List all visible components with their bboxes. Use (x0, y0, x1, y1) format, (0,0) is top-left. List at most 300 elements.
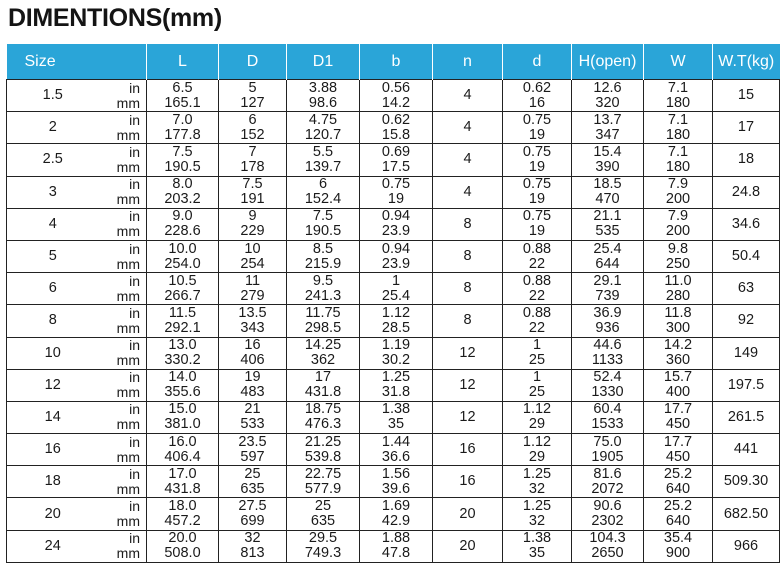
unit-cell (99, 80, 147, 112)
value-d1-in: 22.75 (304, 465, 342, 482)
value-d-small-in: 0.62 (522, 79, 552, 96)
value-d-small-in: 1 (532, 369, 542, 386)
size-cell: 3 (7, 176, 99, 208)
value-n-cell: 12 (433, 369, 503, 401)
value-d-in: 7.5 (242, 176, 263, 193)
size-cell: 5 (7, 240, 99, 272)
value-d-in: 7 (248, 143, 257, 160)
value-h-open-in: 12.6 (593, 79, 622, 96)
value-l-mm: 177.8 (164, 126, 201, 143)
value-b-in: 1.56 (381, 465, 411, 482)
value-l-cell (147, 144, 219, 176)
value-w-cell (644, 176, 713, 208)
value-d-small-mm: 19 (528, 223, 546, 240)
size-cell: 2.5 (7, 144, 99, 176)
size-cell: 24 (7, 530, 99, 562)
value-b-cell (360, 369, 433, 401)
size-cell: 1.5 (7, 80, 99, 112)
value-d1-mm: 539.8 (304, 448, 342, 465)
value-h-open-cell (572, 369, 644, 401)
unit-label-mm: mm (116, 319, 140, 336)
table-row (7, 466, 780, 498)
size-cell: 14 (7, 401, 99, 433)
value-l-in: 16.0 (168, 433, 197, 450)
value-d-small-cell (503, 144, 572, 176)
column-header-d1: D1 (287, 44, 360, 80)
size-cell: 4 (7, 208, 99, 240)
value-d1-cell (287, 144, 360, 176)
value-b-in: 0.94 (381, 240, 411, 257)
value-wt-cell: 17 (713, 112, 780, 144)
unit-label-mm: mm (116, 94, 140, 111)
value-b-mm: 25.4 (381, 287, 411, 304)
value-b-mm: 30.2 (381, 352, 411, 369)
unit-label-mm: mm (116, 223, 140, 240)
value-w-in: 25.2 (663, 465, 693, 482)
unit-cell (99, 530, 147, 562)
value-d-small-cell (503, 498, 572, 530)
value-w-in: 17.7 (663, 401, 693, 418)
value-d1-mm: 139.7 (304, 158, 342, 175)
value-d1-mm: 577.9 (304, 480, 342, 497)
page-title: DIMENTIONS(mm) (8, 4, 222, 32)
table-row (7, 369, 780, 401)
value-n-cell: 8 (433, 208, 503, 240)
value-l-cell (147, 305, 219, 337)
value-d1-mm: 241.3 (304, 287, 342, 304)
value-w-cell (644, 240, 713, 272)
value-d-small-cell (503, 305, 572, 337)
unit-label-mm: mm (116, 255, 140, 272)
value-w-cell (644, 208, 713, 240)
value-l-in: 15.0 (168, 401, 197, 418)
unit-cell (99, 337, 147, 369)
value-w-mm: 450 (665, 448, 691, 465)
value-d-small-mm: 22 (528, 319, 546, 336)
value-l-cell (147, 273, 219, 305)
value-b-cell (360, 530, 433, 562)
value-b-mm: 19 (387, 191, 405, 208)
value-h-open-mm: 1133 (591, 352, 624, 369)
value-d-cell (219, 208, 287, 240)
value-wt-cell: 50.4 (713, 240, 780, 272)
value-l-mm: 457.2 (164, 513, 201, 530)
value-d1-mm: 635 (310, 513, 336, 530)
value-d-small-cell (503, 337, 572, 369)
value-b-mm: 31.8 (381, 384, 411, 401)
table-row (7, 530, 780, 562)
value-b-cell (360, 80, 433, 112)
unit-label-mm: mm (116, 416, 140, 433)
value-d-mm: 254 (240, 255, 265, 272)
value-d1-in: 21.25 (304, 433, 342, 450)
value-l-mm: 165.1 (164, 94, 201, 111)
value-w-in: 11.0 (664, 272, 692, 289)
value-b-cell (360, 305, 433, 337)
value-d-cell (219, 240, 287, 272)
value-d1-cell (287, 530, 360, 562)
unit-label-mm: mm (116, 352, 140, 369)
value-h-open-in: 52.4 (593, 369, 622, 386)
value-l-in: 9.0 (172, 208, 193, 225)
unit-label-mm: mm (116, 448, 140, 465)
unit-label-in: in (129, 433, 140, 450)
value-h-open-cell (572, 530, 644, 562)
unit-cell (99, 401, 147, 433)
value-d-small-in: 0.75 (522, 143, 552, 160)
table-row (7, 401, 780, 433)
value-h-open-in: 60.4 (593, 401, 622, 418)
value-h-open-cell (572, 80, 644, 112)
unit-label-in: in (129, 240, 140, 257)
value-d1-in: 4.75 (308, 111, 338, 128)
size-cell: 2 (7, 112, 99, 144)
value-d-cell (219, 144, 287, 176)
value-l-cell (147, 369, 219, 401)
value-d1-mm: 152.4 (304, 191, 342, 208)
value-h-open-mm: 2072 (591, 480, 624, 497)
size-cell: 20 (7, 498, 99, 530)
value-w-mm: 280 (665, 287, 691, 304)
value-b-mm: 47.8 (381, 545, 411, 562)
value-n-cell: 8 (433, 305, 503, 337)
value-l-mm: 330.2 (164, 352, 201, 369)
value-n-cell: 16 (433, 466, 503, 498)
value-w-mm: 200 (665, 223, 691, 240)
value-h-open-cell (572, 208, 644, 240)
value-l-in: 10.0 (168, 240, 197, 257)
value-l-cell (147, 498, 219, 530)
unit-label-in: in (129, 111, 140, 128)
value-d-small-cell (503, 466, 572, 498)
value-d-mm: 635 (240, 480, 265, 497)
value-d-in: 6 (248, 111, 257, 128)
value-d-small-in: 0.75 (522, 176, 552, 193)
value-d-in: 16 (244, 337, 261, 354)
value-d1-in: 29.5 (308, 530, 338, 547)
value-d-in: 23.5 (238, 433, 267, 450)
value-w-cell (644, 273, 713, 305)
value-l-cell (147, 434, 219, 466)
table-row (7, 273, 780, 305)
value-w-in: 7.9 (667, 176, 689, 193)
unit-label-in: in (129, 143, 140, 160)
value-d-small-in: 0.75 (522, 111, 552, 128)
value-w-mm: 360 (665, 352, 691, 369)
column-header-l: L (147, 44, 219, 80)
value-w-cell (644, 144, 713, 176)
value-l-cell (147, 337, 219, 369)
value-h-open-cell (572, 498, 644, 530)
value-d-small-in: 1.12 (522, 433, 552, 450)
value-n-cell: 4 (433, 80, 503, 112)
value-d1-cell (287, 498, 360, 530)
value-h-open-mm: 390 (595, 158, 620, 175)
size-cell: 6 (7, 273, 99, 305)
value-l-mm: 292.1 (164, 319, 201, 336)
value-d1-in: 18.75 (304, 401, 342, 418)
value-w-in: 17.7 (663, 433, 693, 450)
value-d-cell (219, 112, 287, 144)
value-h-open-in: 75.0 (593, 433, 622, 450)
value-d-small-mm: 29 (528, 448, 546, 465)
value-d-mm: 152 (240, 126, 265, 143)
unit-label-in: in (129, 498, 140, 515)
value-d-small-mm: 29 (528, 416, 546, 433)
value-h-open-in: 90.6 (593, 498, 622, 515)
value-n-cell: 4 (433, 112, 503, 144)
value-d-in: 25 (244, 465, 261, 482)
value-b-mm: 23.9 (381, 255, 411, 272)
unit-label-mm: mm (116, 158, 140, 175)
value-d-small-mm: 22 (528, 287, 546, 304)
value-h-open-cell (572, 240, 644, 272)
value-d1-cell (287, 273, 360, 305)
value-d-small-mm: 16 (528, 94, 546, 111)
table-row (7, 305, 780, 337)
value-l-cell (147, 176, 219, 208)
unit-label-in: in (129, 208, 140, 225)
value-d-in: 9 (248, 208, 257, 225)
value-l-in: 7.0 (172, 111, 193, 128)
value-d-mm: 533 (240, 416, 265, 433)
value-b-in: 0.62 (381, 111, 411, 128)
value-l-in: 11.5 (168, 304, 197, 321)
unit-cell (99, 434, 147, 466)
size-cell: 8 (7, 305, 99, 337)
dimensions-table (6, 44, 780, 563)
value-d-small-mm: 22 (528, 255, 546, 272)
value-d-small-cell (503, 80, 572, 112)
value-d-small-cell (503, 240, 572, 272)
value-l-in: 13.0 (168, 337, 197, 354)
value-d1-mm: 98.6 (308, 94, 338, 111)
value-n-cell: 12 (433, 401, 503, 433)
value-wt-cell: 261.5 (713, 401, 780, 433)
value-n-cell: 4 (433, 176, 503, 208)
value-d-mm: 178 (240, 158, 265, 175)
value-d-small-in: 1.25 (522, 498, 552, 515)
value-l-in: 20.0 (168, 530, 197, 547)
value-d-small-mm: 19 (528, 158, 546, 175)
value-h-open-mm: 739 (595, 287, 620, 304)
value-h-open-mm: 936 (595, 319, 620, 336)
value-l-mm: 406.4 (164, 448, 201, 465)
value-d-small-cell (503, 176, 572, 208)
size-cell: 16 (7, 434, 99, 466)
value-h-open-mm: 2302 (591, 513, 624, 530)
value-d1-mm: 476.3 (304, 416, 342, 433)
table-row (7, 80, 780, 112)
value-wt-cell: 34.6 (713, 208, 780, 240)
value-d-small-in: 0.75 (522, 208, 552, 225)
value-w-in: 25.2 (663, 498, 693, 515)
value-b-cell (360, 337, 433, 369)
value-b-mm: 23.9 (381, 223, 411, 240)
value-b-in: 0.75 (381, 176, 411, 193)
value-w-mm: 400 (665, 384, 691, 401)
unit-cell (99, 498, 147, 530)
value-d-cell (219, 337, 287, 369)
value-l-mm: 431.8 (164, 480, 201, 497)
table-row (7, 434, 780, 466)
value-w-cell (644, 112, 713, 144)
unit-cell (99, 240, 147, 272)
value-d-in: 13.5 (238, 304, 267, 321)
value-w-in: 7.9 (667, 208, 689, 225)
value-d-mm: 597 (240, 448, 265, 465)
table-row (7, 208, 780, 240)
value-d-mm: 127 (240, 94, 265, 111)
value-w-cell (644, 305, 713, 337)
value-b-cell (360, 112, 433, 144)
value-b-mm: 28.5 (381, 319, 411, 336)
value-wt-cell: 441 (713, 434, 780, 466)
column-header-size: Size (7, 44, 147, 80)
value-b-in: 1.88 (381, 530, 411, 547)
value-h-open-cell (572, 144, 644, 176)
column-header-wt: W.T(kg) (713, 44, 780, 80)
value-d-small-in: 1.12 (522, 401, 552, 418)
value-d-small-in: 0.88 (522, 304, 552, 321)
value-d-small-in: 1.25 (522, 465, 552, 482)
value-h-open-cell (572, 305, 644, 337)
value-d-small-cell (503, 208, 572, 240)
value-d-cell (219, 466, 287, 498)
value-d1-in: 7.5 (312, 208, 334, 225)
value-d-cell (219, 369, 287, 401)
value-d-cell (219, 434, 287, 466)
value-d-cell (219, 530, 287, 562)
value-b-in: 1.38 (381, 401, 411, 418)
value-l-mm: 355.6 (164, 384, 201, 401)
value-d1-in: 5.5 (312, 143, 334, 160)
value-d-small-cell (503, 401, 572, 433)
value-d-small-cell (503, 369, 572, 401)
value-d-small-in: 1.38 (522, 530, 552, 547)
column-header-d-small: d (503, 44, 572, 80)
value-b-cell (360, 466, 433, 498)
value-l-mm: 190.5 (164, 158, 201, 175)
unit-label-mm: mm (116, 191, 140, 208)
column-header-w: W (644, 44, 713, 80)
column-header-d: D (219, 44, 287, 80)
value-d-in: 10 (244, 240, 261, 257)
value-b-in: 1.25 (381, 369, 411, 386)
value-l-cell (147, 401, 219, 433)
value-d1-in: 6 (318, 176, 328, 193)
value-d-small-mm: 32 (528, 480, 546, 497)
table-row (7, 337, 780, 369)
value-h-open-cell (572, 337, 644, 369)
value-l-in: 17.0 (168, 465, 197, 482)
unit-cell (99, 369, 147, 401)
value-wt-cell: 24.8 (713, 176, 780, 208)
value-d-small-cell (503, 530, 572, 562)
unit-cell (99, 144, 147, 176)
value-d1-cell (287, 176, 360, 208)
value-w-in: 35.4 (663, 530, 693, 547)
unit-label-mm: mm (116, 287, 140, 304)
value-l-cell (147, 208, 219, 240)
value-d-cell (219, 80, 287, 112)
value-h-open-cell (572, 273, 644, 305)
value-w-mm: 200 (665, 191, 691, 208)
value-b-mm: 42.9 (381, 513, 411, 530)
value-d-small-mm: 19 (528, 126, 546, 143)
value-h-open-in: 18.5 (593, 176, 622, 193)
value-w-mm: 180 (665, 94, 691, 111)
value-d1-cell (287, 369, 360, 401)
value-d1-in: 11.75 (305, 304, 341, 321)
value-l-cell (147, 80, 219, 112)
value-wt-cell: 966 (713, 530, 780, 562)
value-l-in: 8.0 (172, 176, 193, 193)
value-b-in: 0.69 (381, 143, 411, 160)
value-h-open-cell (572, 176, 644, 208)
value-w-in: 7.1 (667, 111, 689, 128)
unit-label-mm: mm (116, 513, 140, 530)
value-wt-cell: 509.30 (713, 466, 780, 498)
value-d1-in: 17 (314, 369, 332, 386)
unit-label-in: in (129, 369, 140, 386)
value-w-mm: 300 (665, 319, 691, 336)
unit-cell (99, 208, 147, 240)
value-w-cell (644, 337, 713, 369)
value-w-in: 15.7 (663, 369, 693, 386)
table-row (7, 112, 780, 144)
value-b-in: 1.69 (381, 498, 411, 515)
value-d-in: 21 (244, 401, 261, 418)
value-wt-cell: 197.5 (713, 369, 780, 401)
value-d1-cell (287, 401, 360, 433)
value-wt-cell: 18 (713, 144, 780, 176)
unit-cell (99, 176, 147, 208)
value-d-mm: 279 (240, 287, 265, 304)
value-w-in: 7.1 (667, 79, 689, 96)
value-d1-mm: 298.5 (304, 319, 342, 336)
value-d1-mm: 215.9 (304, 255, 342, 272)
value-l-mm: 381.0 (164, 416, 201, 433)
value-h-open-in: 36.9 (593, 304, 622, 321)
value-h-open-in: 13.7 (593, 111, 622, 128)
value-wt-cell: 63 (713, 273, 780, 305)
value-b-in: 1.19 (381, 337, 411, 354)
value-w-mm: 180 (665, 126, 691, 143)
unit-label-mm: mm (116, 384, 140, 401)
value-w-in: 9.8 (667, 240, 689, 257)
value-b-cell (360, 434, 433, 466)
unit-label-in: in (129, 401, 140, 418)
value-w-cell (644, 530, 713, 562)
unit-label-in: in (129, 337, 140, 354)
value-n-cell: 20 (433, 498, 503, 530)
value-d-small-mm: 19 (528, 191, 546, 208)
value-b-mm: 35 (387, 416, 405, 433)
value-w-mm: 900 (665, 545, 691, 562)
value-l-in: 18.0 (168, 498, 197, 515)
value-d-mm: 813 (240, 545, 265, 562)
value-l-in: 10.5 (168, 272, 197, 289)
value-h-open-mm: 1533 (591, 416, 624, 433)
unit-label-in: in (129, 176, 140, 193)
value-w-mm: 640 (665, 513, 691, 530)
unit-label-in: in (129, 272, 140, 289)
value-d1-in: 3.88 (308, 79, 338, 96)
unit-label-in: in (129, 530, 140, 547)
value-h-open-mm: 470 (595, 191, 620, 208)
value-d-small-mm: 25 (528, 384, 546, 401)
